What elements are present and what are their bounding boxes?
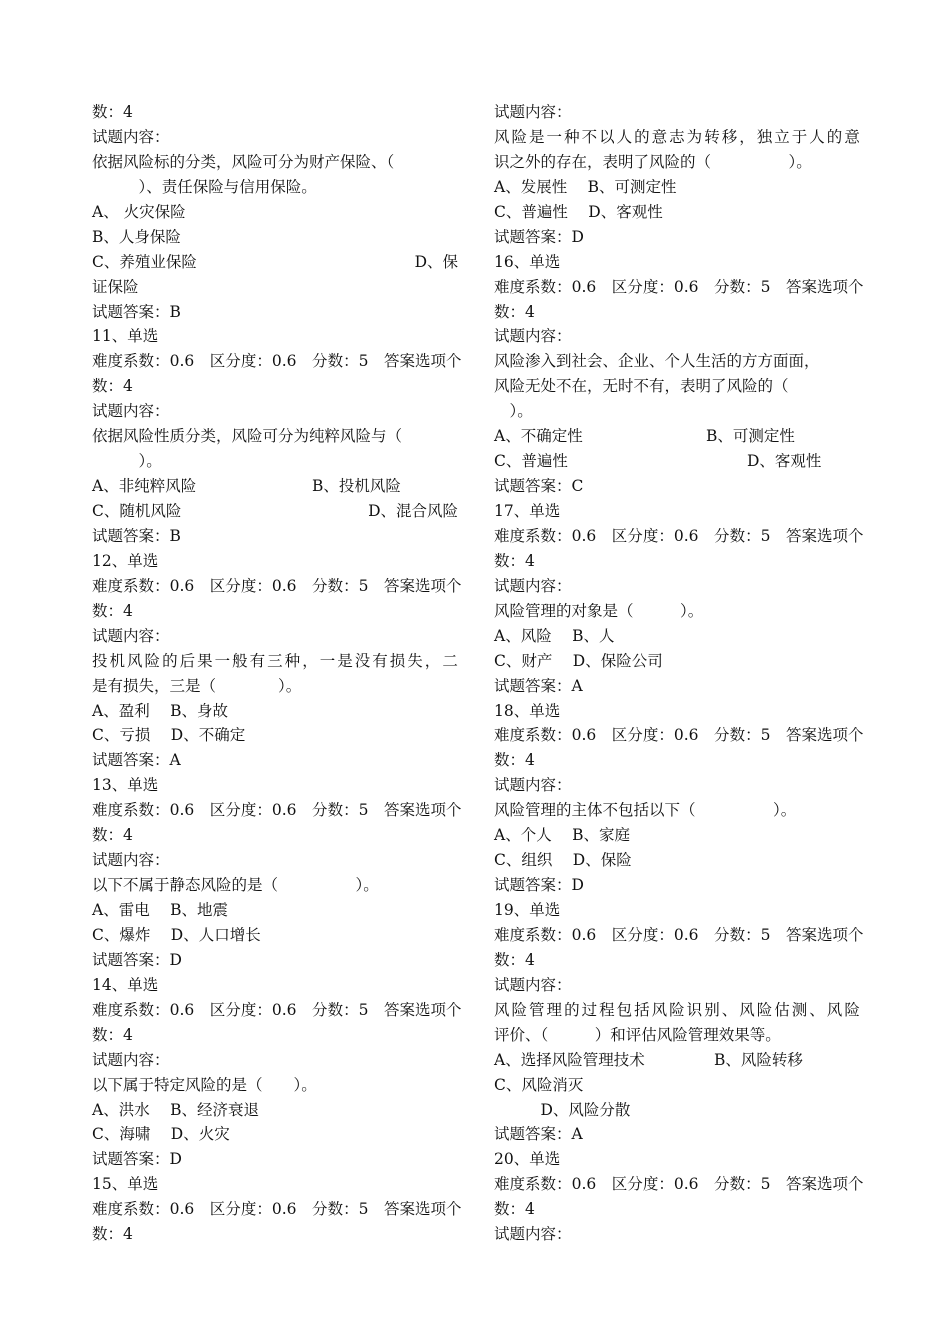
question-meta: 难 度 系 数 ： 0 . 6 区 分 度 ： 0 . 6 分 数 ： 5 答 案 选 项 个 — [494, 526, 864, 545]
answer-line: 试题答案：D — [494, 876, 584, 895]
content-label: 试题内容： — [494, 103, 572, 121]
answer-line: 试题答案：D — [494, 227, 584, 246]
question-meta: 难 度 系 数 ： 0 . 6 区 分 度 ： 0 . 6 分 数 ： 5 答 案 选 项 个 — [494, 1175, 864, 1194]
option-line: B、人身保险 — [92, 227, 181, 246]
text-line: 风险渗入到社会、企业、个人生活的方方面面， — [494, 352, 820, 371]
option-line — [494, 424, 860, 449]
content-label: 试题内容： — [92, 1050, 170, 1069]
text-line: 投 机 风 险 的 后 果 一 般 有 三 种 ， 一 是 没 有 损 失 ， 二 — [92, 651, 458, 670]
option-line — [92, 474, 458, 499]
option-line: D、风险分散 — [494, 1100, 631, 1119]
text-line: 数：4 — [494, 950, 535, 969]
question-meta: 难 度 系 数 ： 0 . 6 区 分 度 ： 0 . 6 分 数 ： 5 答 案 选 项 个 — [92, 576, 462, 595]
option-line — [494, 1048, 860, 1073]
option-line: A、洪水 B、经济衰退 — [92, 1100, 260, 1119]
option-b: B、投机风险 — [312, 477, 401, 496]
right-column — [494, 100, 864, 1247]
text-line: 数：4 — [494, 302, 535, 321]
option-line: A、雷电 B、地震 — [92, 901, 229, 919]
text-line: 数：4 — [92, 601, 133, 620]
answer-line: 试题答案：B — [92, 302, 181, 321]
option-a: A、不确定性 — [494, 427, 583, 446]
question-meta: 难 度 系 数 ： 0 . 6 区 分 度 ： 0 . 6 分 数 ： 5 答 案 选 项 个 — [92, 1000, 462, 1019]
question-meta: 难 度 系 数 ： 0 . 6 区 分 度 ： 0 . 6 分 数 ： 5 答 案 选 项 个 — [92, 1200, 462, 1219]
answer-line: 试题答案：C — [494, 477, 584, 496]
text-line: 依据风险性质分类，风险可分为纯粹风险与（ — [92, 427, 403, 446]
text-line: ）。 — [92, 452, 162, 471]
question-meta: 难 度 系 数 ： 0 . 6 区 分 度 ： 0 . 6 分 数 ： 5 答 案 选 项 个 — [494, 277, 864, 296]
option-b: D、混合风险 — [368, 502, 458, 520]
question-number: 11、单选 — [92, 327, 159, 346]
option-a: C、普遍性 — [494, 452, 568, 471]
option-line: A、发展性 B、可测定性 — [494, 177, 677, 196]
text-line: 证保险 — [92, 277, 139, 296]
text-line: 数：4 — [494, 551, 535, 570]
option-line: C、海啸 D、火灾 — [92, 1125, 230, 1144]
question-number: 15、单选 — [92, 1175, 159, 1194]
option-line: C、爆炸 D、人口增长 — [92, 925, 261, 944]
question-number: 14、单选 — [92, 975, 159, 994]
answer-line: 试题答案：A — [92, 751, 181, 770]
option-line: C、亏损 D、不确定 — [92, 726, 246, 745]
text-line: 数：4 — [494, 1200, 535, 1219]
text-line: 依据风险标的分类，风险可分为财产保险、（ — [92, 152, 395, 171]
text-line: 风 险 是 一 种 不 以 人 的 意 志 为 转 移 ， 独 立 于 人 的 意 — [494, 127, 860, 146]
question-number: 17、单选 — [494, 502, 561, 520]
content-label: 试题内容： — [92, 402, 170, 421]
answer-line: 试题答案：B — [92, 526, 181, 545]
option-line: A、 火灾保险 — [92, 202, 186, 221]
text-line: 数：4 — [92, 826, 133, 845]
option-line: C、风险消灭 — [494, 1075, 584, 1094]
option-line — [92, 499, 458, 524]
question-meta: 难 度 系 数 ： 0 . 6 区 分 度 ： 0 . 6 分 数 ： 5 答 案 选 项 个 — [494, 726, 864, 745]
question-meta: 难 度 系 数 ： 0 . 6 区 分 度 ： 0 . 6 分 数 ： 5 答 案 选 项 个 — [92, 801, 462, 820]
content-label: 试题内容： — [92, 626, 170, 645]
text-line: ）、责任保险与信用保险。 — [92, 177, 317, 196]
option-a: C、养殖业保险 — [92, 252, 197, 271]
text-line: 以下不属于静态风险的是（ ）。 — [92, 876, 379, 895]
text-line: 风险无处不在，无时不有，表明了风险的（ — [494, 377, 789, 396]
content-label: 试题内容： — [494, 1225, 572, 1244]
question-meta: 难 度 系 数 ： 0 . 6 区 分 度 ： 0 . 6 分 数 ： 5 答 案 选 项 个 — [92, 352, 462, 371]
option-b: D、客观性 — [747, 452, 822, 471]
question-meta: 难 度 系 数 ： 0 . 6 区 分 度 ： 0 . 6 分 数 ： 5 答 案 选 项 个 — [494, 925, 864, 944]
option-a: A、非纯粹风险 — [92, 477, 197, 496]
option-a: C、随机风险 — [92, 502, 182, 520]
option-line: C、组织 D、保险 — [494, 851, 632, 870]
option-line — [494, 449, 860, 474]
text-line: 以下属于特定风险的是（ ）。 — [92, 1075, 317, 1094]
option-line: A、个人 B、家庭 — [494, 826, 631, 845]
content-label: 试题内容： — [494, 327, 572, 346]
text-line: 风险管理的对象是（ ）。 — [494, 601, 704, 620]
text-line: ）。 — [494, 402, 533, 421]
option-line: A、风险 B、人 — [494, 626, 615, 645]
option-line: A、盈利 B、身故 — [92, 701, 229, 720]
question-number: 19、单选 — [494, 901, 561, 919]
answer-line: 试题答案：D — [92, 950, 182, 969]
answer-line: 试题答案：A — [494, 1125, 583, 1144]
question-number: 16、单选 — [494, 252, 561, 271]
left-column — [92, 100, 462, 1247]
content-label: 试题内容： — [92, 851, 170, 870]
content-label: 试题内容： — [494, 576, 572, 595]
option-a: A、选择风险管理技术 — [494, 1050, 645, 1069]
question-number: 13、单选 — [92, 776, 159, 795]
option-b: B、风险转移 — [714, 1050, 803, 1069]
content-label: 试题内容： — [494, 975, 572, 994]
text-line: 识之外的存在，表明了风险的（ ）。 — [494, 152, 812, 171]
text-line: 数：4 — [92, 1225, 133, 1244]
question-number: 18、单选 — [494, 701, 561, 720]
option-line: C、普遍性 D、客观性 — [494, 202, 663, 221]
text-line: 数：4 — [494, 751, 535, 770]
text-line: 数：4 — [92, 377, 133, 396]
option-b: B、可测定性 — [706, 427, 795, 446]
question-number: 20、单选 — [494, 1150, 561, 1169]
text-line: 评价、（ ）和评估风险管理效果等。 — [494, 1025, 781, 1044]
content-label: 试题内容： — [92, 127, 170, 146]
option-b: D、保 — [414, 252, 458, 271]
text-line: 风 险 管 理 的 过 程 包 括 风 险 识 别 、 风 险 估 测 、 风 险 — [494, 1000, 860, 1019]
text-line: 数：4 — [92, 1025, 133, 1044]
answer-line: 试题答案：D — [92, 1150, 182, 1169]
option-line — [92, 250, 458, 275]
content-label: 试题内容： — [494, 776, 572, 795]
answer-line: 试题答案：A — [494, 676, 583, 695]
option-line: C、财产 D、保险公司 — [494, 651, 663, 670]
text-line: 风险管理的主体不包括以下（ ）。 — [494, 801, 797, 820]
text-line: 数：4 — [92, 103, 133, 121]
text-line: 是有损失，三是（ ）。 — [92, 676, 302, 695]
question-number: 12、单选 — [92, 551, 159, 570]
